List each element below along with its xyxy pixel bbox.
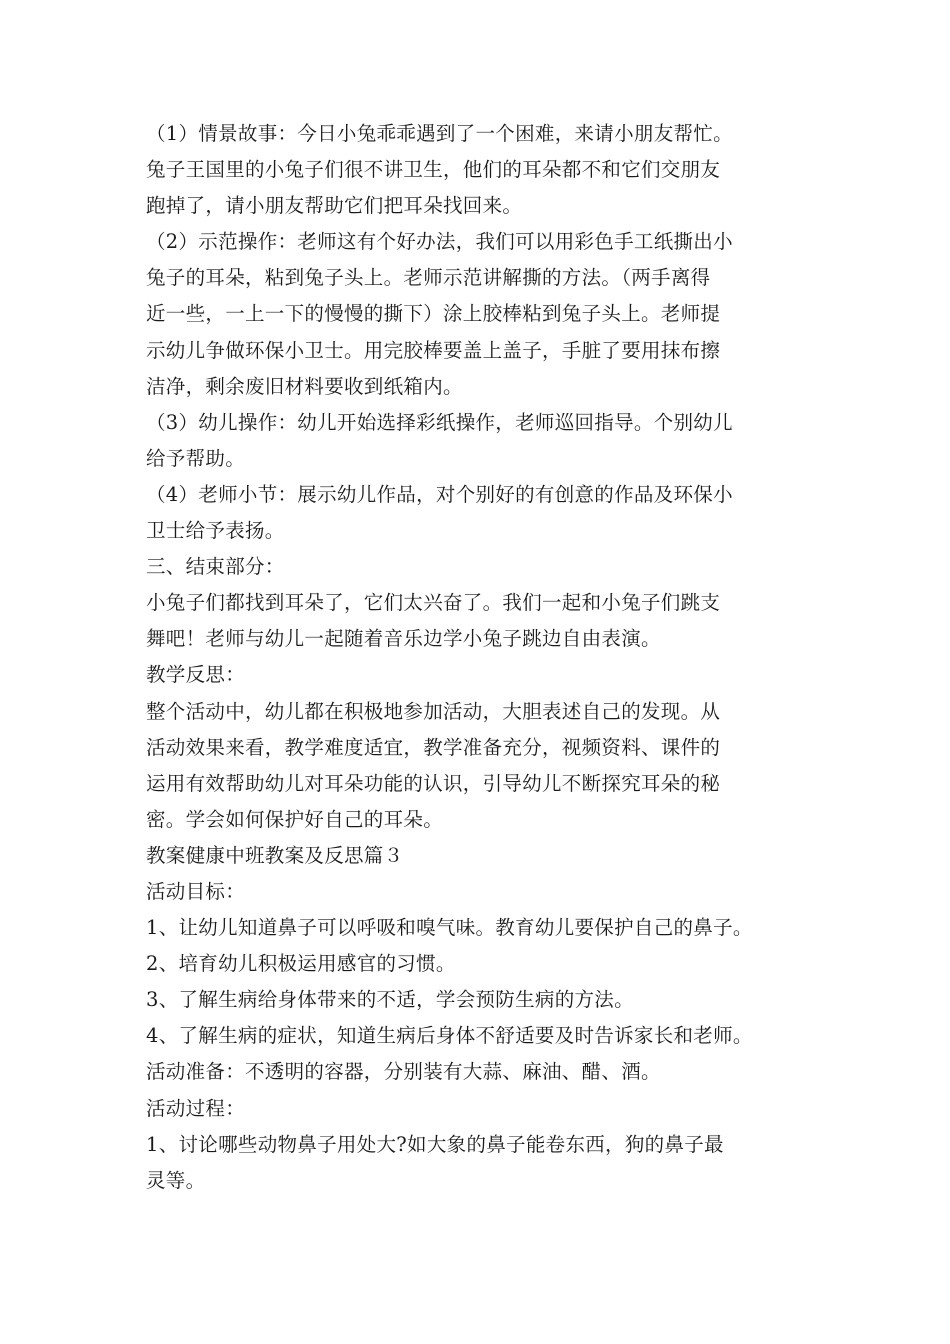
text-line: 灵等。: [146, 1168, 206, 1192]
text-line: 示幼儿争做环保小卫士。用完胶棒要盖上盖子，手脏了要用抹布擦: [146, 338, 721, 362]
text-line: 运用有效帮助幼儿对耳朵功能的认识，引导幼儿不断探究耳朵的秘: [146, 771, 721, 795]
text-line: 近一些，一上一下的慢慢的撕下）涂上胶棒粘到兔子头上。老师提: [146, 302, 721, 326]
list-item: 3、了解生病给身体带来的不适，学会预防生病的方法。: [146, 988, 634, 1012]
text-line: （3）幼儿操作：幼儿开始选择彩纸操作，老师巡回指导。个别幼儿: [146, 410, 733, 434]
text-line: 兔子王国里的小兔子们很不讲卫生，他们的耳朵都不和它们交朋友: [146, 158, 721, 182]
text-line: 跑掉了，请小朋友帮助它们把耳朵找回来。: [146, 194, 523, 218]
text-line: 洁净，剩余废旧材料要收到纸箱内。: [146, 374, 463, 398]
section-heading: 活动过程：: [146, 1096, 246, 1120]
text-line: （2）示范操作：老师这有个好办法，我们可以用彩色手工纸撕出小: [146, 230, 733, 254]
text-line: 活动准备：不透明的容器，分别装有大蒜、麻油、醋、酒。: [146, 1060, 661, 1084]
chapter-title: 教案健康中班教案及反思篇３: [146, 843, 404, 867]
section-heading: 教学反思：: [146, 663, 246, 687]
text-line: 小兔子们都找到耳朵了，它们太兴奋了。我们一起和小兔子们跳支: [146, 591, 721, 615]
list-item: 1、讨论哪些动物鼻子用处大?如大象的鼻子能卷东西，狗的鼻子最: [146, 1132, 724, 1156]
text-line: 活动效果来看，教学难度适宜，教学准备充分，视频资料、课件的: [146, 735, 721, 759]
text-line: 兔子的耳朵，粘到兔子头上。老师示范讲解撕的方法。（两手离得: [146, 266, 711, 290]
section-heading: 三、结束部分：: [146, 555, 285, 579]
section-heading: 活动目标：: [146, 879, 246, 903]
list-item: 1、让幼儿知道鼻子可以呼吸和嗅气味。教育幼儿要保护自己的鼻子。: [146, 916, 753, 940]
text-line: （4）老师小节：展示幼儿作品，对个别好的有创意的作品及环保小: [146, 482, 733, 506]
list-item: 2、培育幼儿积极运用感官的习惯。: [146, 952, 456, 976]
text-line: （1）情景故事：今日小兔乖乖遇到了一个困难，来请小朋友帮忙。: [146, 122, 733, 145]
text-line: 密。学会如何保护好自己的耳朵。: [146, 807, 444, 831]
text-line: 给予帮助。: [146, 446, 246, 470]
text-line: 卫士给予表扬。: [146, 519, 285, 543]
document-body: [146, 116, 826, 1199]
text-line: 整个活动中，幼儿都在积极地参加活动，大胆表述自己的发现。从: [146, 699, 721, 723]
list-item: 4、了解生病的症状，知道生病后身体不舒适要及时告诉家长和老师。: [146, 1024, 753, 1048]
text-line: 舞吧！老师与幼儿一起随着音乐边学小兔子跳边自由表演。: [146, 627, 661, 651]
